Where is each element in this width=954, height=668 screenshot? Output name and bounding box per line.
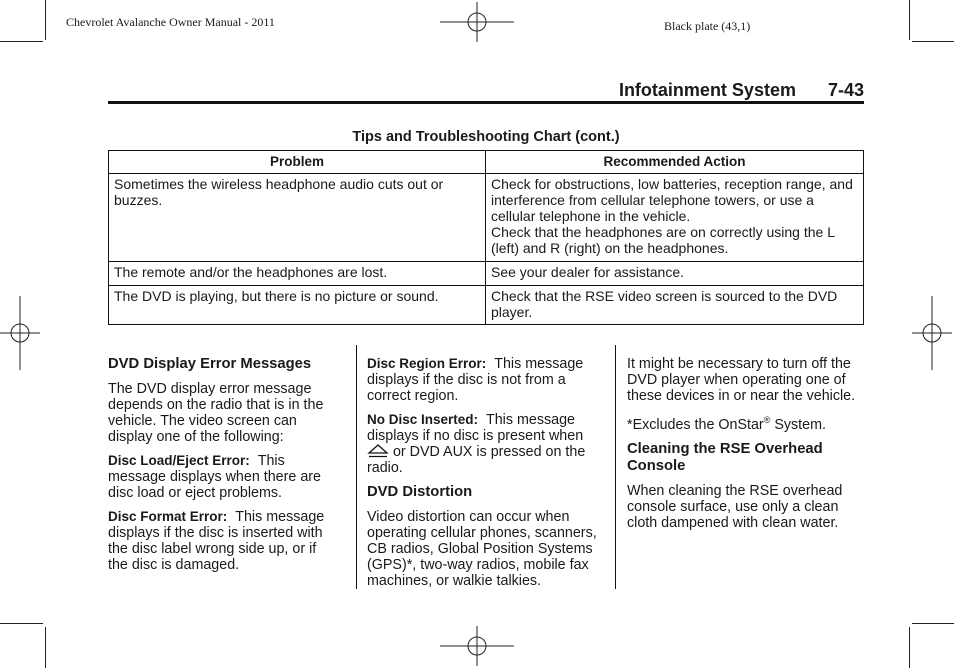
error-item bbox=[108, 453, 340, 501]
error-label: Disc Region Error: bbox=[367, 356, 487, 371]
section-heading: DVD Distortion bbox=[367, 484, 473, 500]
error-item bbox=[367, 356, 599, 404]
column-2 bbox=[367, 356, 599, 597]
action-text: Check that the headphones are on correctly using the L (left) and R (right) on the headphones. bbox=[491, 224, 835, 256]
error-description: This message displays if the disc is inserted with the disc label wrong side up, or if the disc is damaged. bbox=[108, 509, 325, 573]
problem-cell: Sometimes the wireless headphone audio cuts out or buzzes. bbox=[109, 174, 486, 262]
table-row bbox=[109, 286, 864, 325]
action-cell: See your dealer for assistance. bbox=[486, 262, 864, 286]
crop-mark bbox=[912, 41, 954, 42]
error-description: This message displays if no disc is present when bbox=[367, 412, 584, 444]
column-1 bbox=[108, 356, 340, 581]
column-3 bbox=[627, 356, 865, 539]
error-item bbox=[108, 509, 340, 573]
crop-mark bbox=[909, 0, 910, 40]
error-item bbox=[367, 412, 599, 476]
table-row bbox=[109, 262, 864, 286]
crosshair-icon bbox=[0, 296, 40, 370]
page-number: 7-43 bbox=[827, 80, 864, 100]
paragraph: The DVD display error message depends on the radio that is in the vehicle. The video screen can display one of the following: bbox=[108, 381, 324, 445]
crop-mark bbox=[909, 627, 910, 668]
column-header-action: Recommended Action bbox=[486, 151, 864, 174]
running-head bbox=[108, 80, 864, 101]
action-text: Check for obstructions, low batteries, reception range, and interference from cellular telephone towers, or use a cellular telephone in the vehicle. bbox=[491, 176, 853, 224]
action-cell bbox=[486, 174, 864, 262]
table-title: Tips and Troubleshooting Chart (cont.) bbox=[352, 129, 620, 145]
section-title: Infotainment System bbox=[618, 80, 796, 100]
error-description: This message displays when there are disc load or eject problems. bbox=[108, 453, 321, 501]
action-cell: Check that the RSE video screen is sourced to the DVD player. bbox=[486, 286, 864, 325]
error-label: Disc Load/Eject Error: bbox=[108, 453, 250, 468]
paragraph: When cleaning the RSE overhead console surface, use only a clean cloth dampened with clean water. bbox=[627, 482, 843, 531]
section-heading: Cleaning the RSE Overhead Console bbox=[627, 440, 823, 474]
header-rule bbox=[108, 101, 864, 104]
troubleshooting-table bbox=[108, 150, 864, 325]
problem-cell: The remote and/or the headphones are lost. bbox=[109, 262, 486, 286]
eject-icon bbox=[367, 444, 389, 458]
crosshair-icon bbox=[440, 2, 514, 42]
crosshair-icon bbox=[912, 296, 952, 370]
column-header-problem: Problem bbox=[109, 151, 486, 174]
error-label: No Disc Inserted: bbox=[367, 412, 479, 427]
error-description: This message displays if the disc is not from a correct region. bbox=[367, 356, 584, 404]
crop-mark bbox=[912, 623, 954, 624]
crop-mark bbox=[45, 0, 46, 40]
problem-cell: The DVD is playing, but there is no picture or sound. bbox=[109, 286, 486, 325]
footnote-text: System. bbox=[774, 416, 826, 433]
section-heading: DVD Display Error Messages bbox=[108, 356, 312, 372]
error-description: or DVD AUX is pressed on the radio. bbox=[367, 444, 586, 476]
registered-mark: ® bbox=[763, 415, 771, 425]
table-header-row bbox=[109, 151, 864, 174]
paragraph: It might be necessary to turn off the DVD player when operating one of these devices in or near the vehicle. bbox=[627, 356, 856, 404]
crosshair-icon bbox=[440, 626, 514, 666]
footnote bbox=[627, 412, 865, 433]
plate-manual-title: Chevrolet Avalanche Owner Manual - 2011 bbox=[66, 15, 275, 29]
footnote-text: *Excludes the OnStar bbox=[627, 416, 764, 433]
column-divider bbox=[615, 345, 616, 589]
error-label: Disc Format Error: bbox=[108, 509, 228, 524]
paragraph: Video distortion can occur when operating cellular phones, scanners, CB radios, Global Position Systems (GPS)*, two-way radios, mobile fax machines, or walkie talkies. bbox=[367, 509, 597, 589]
table-row bbox=[109, 174, 864, 262]
crop-mark bbox=[45, 627, 46, 668]
crop-mark bbox=[0, 623, 43, 624]
column-divider bbox=[356, 345, 357, 589]
crop-mark bbox=[0, 41, 43, 42]
plate-label: Black plate (43,1) bbox=[664, 19, 751, 33]
